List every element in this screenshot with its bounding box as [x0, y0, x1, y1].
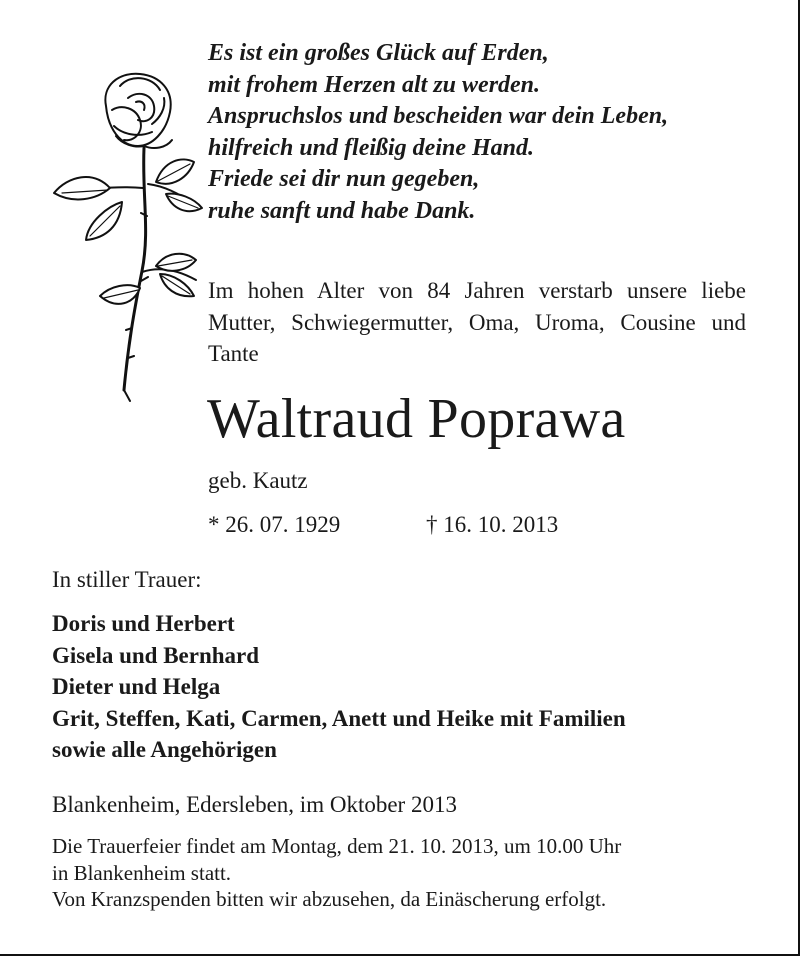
poem-line: mit frohem Herzen alt zu werden. [208, 71, 541, 98]
mourner: Gisela und Bernhard [52, 642, 260, 668]
poem-line: Anspruchslos und bescheiden war dein Leben, [208, 103, 669, 130]
birth-date: * 26. 07. 1929 [208, 512, 341, 537]
poem-line: hilfreich und fleißig deine Hand. [208, 134, 535, 161]
note-line: Von Kranzspenden bitten wir abzusehen, da Einäscherung erfolgt. [52, 887, 607, 911]
mourner: sowie alle Angehörigen [52, 737, 277, 762]
maiden-name: geb. Kautz [208, 468, 308, 493]
poem-line: ruhe sanft und habe Dank. [208, 197, 476, 224]
death-date: † 16. 10. 2013 [426, 512, 559, 537]
funeral-notes [52, 833, 621, 913]
rose-icon [48, 66, 208, 416]
mourner: Grit, Steffen, Kati, Carmen, Anett und Heike mit Familien [52, 705, 626, 731]
note-line: in Blankenheim statt. [52, 860, 232, 885]
poem-line: Friede sei dir nun gegeben, [208, 166, 480, 193]
poem [208, 38, 668, 228]
note-line: Die Trauerfeier findet am Montag, dem 21. 10. 2013, um 10.00 Uhr [52, 834, 622, 858]
mourning-label: In stiller Trauer: [52, 567, 202, 592]
deceased-name: Waltraud Poprawa [207, 388, 626, 450]
mourners-list [52, 608, 626, 766]
place-date: Blankenheim, Edersleben, im Oktober 2013 [52, 792, 457, 817]
mourner: Dieter und Helga [52, 674, 221, 699]
intro-text: Im hohen Alter von 84 Jahren verstarb unsere liebe Mutter, Schwiegermutter, Oma, Uroma, Cousine und Tante [208, 278, 746, 366]
poem-line: Es ist ein großes Glück auf Erden, [208, 40, 549, 66]
mourner: Doris und Herbert [52, 611, 235, 636]
